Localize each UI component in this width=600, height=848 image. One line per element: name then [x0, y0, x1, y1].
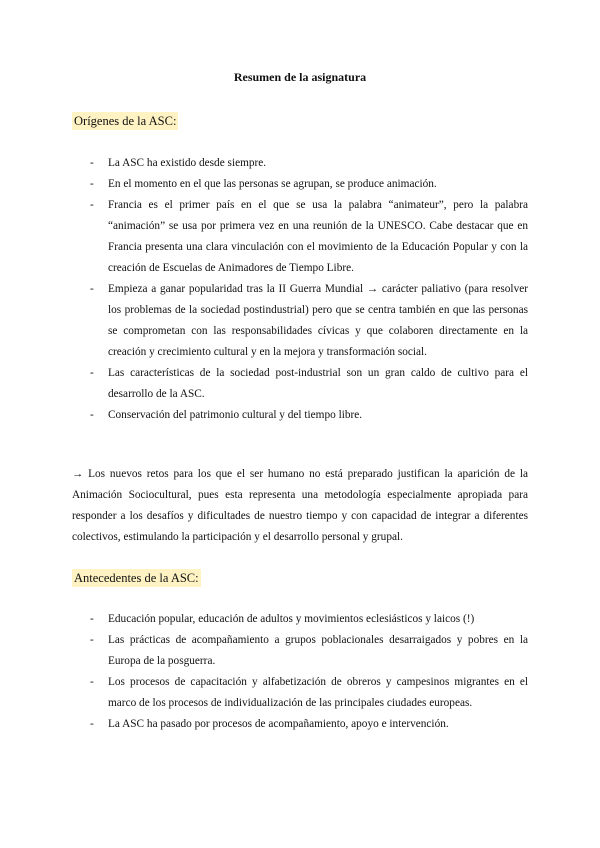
list-item [72, 279, 528, 363]
bullet-dash: - [90, 283, 94, 295]
body-paragraph: → Los nuevos retos para los que el ser humano no está preparado justifican la aparición de la Animación Sociocultural, pues esta representa una metodología especialmente apropiada para responder a los desafíos y dificultades de nuestro tiempo y con capacidad de integrar a diferentes colectivos, estimulando la participación y el desarrollo personal y grupal. [72, 468, 528, 543]
list-item-text: La ASC ha pasado por procesos de acompañamiento, apoyo e intervención. [108, 718, 449, 730]
origenes-list [72, 153, 528, 426]
list-item [72, 630, 528, 672]
list-item-text: Las características de la sociedad post-industrial son un gran caldo de cultivo para el desarrollo de la ASC. [108, 367, 528, 400]
list-item-text: Las prácticas de acompañamiento a grupos poblacionales desarraigados y pobres en la Europa de la posguerra. [108, 634, 528, 667]
list-item [72, 672, 528, 714]
bullet-dash: - [90, 367, 94, 379]
section-heading-origenes: Orígenes de la ASC: [74, 114, 177, 128]
bullet-dash: - [90, 409, 94, 421]
list-item [72, 714, 528, 735]
list-item-text: Empieza a ganar popularidad tras la II Guerra Mundial → carácter paliativo (para resolver los problemas de la sociedad postindustrial) pero que se centra también en que las personas se comprometan con las responsabilidades cívicas y que colaboren directamente en la creación y crecimiento cultural y en la mejora y transformación social. [108, 283, 528, 358]
list-item [72, 153, 528, 174]
list-item-text: En el momento en el que las personas se agrupan, se produce animación. [108, 178, 437, 190]
list-item-text: Los procesos de capacitación y alfabetización de obreros y campesinos migrantes en el marco de los procesos de individualización de las principales ciudades europeas. [108, 676, 528, 709]
section-heading-antecedentes: Antecedentes de la ASC: [74, 571, 199, 585]
bullet-dash: - [90, 157, 94, 169]
list-item-text: Francia es el primer país en el que se usa la palabra “animateur”, pero la palabra “animación” se usa por primera vez en una reunión de la UNESCO. Cabe destacar que en Francia presenta una clara vinculación con el movimiento de la Educación Popular y con la creación de Escuelas de Animadores de Tiempo Libre. [108, 199, 528, 274]
list-item-text: Conservación del patrimonio cultural y del tiempo libre. [108, 409, 363, 421]
list-item [72, 195, 528, 279]
list-item [72, 609, 528, 630]
bullet-dash: - [90, 613, 94, 625]
list-item-text: Educación popular, educación de adultos y movimientos eclesiásticos y laicos (!) [108, 613, 475, 625]
antecedentes-list [72, 609, 528, 735]
list-item [72, 363, 528, 405]
bullet-dash: - [90, 178, 94, 190]
bullet-dash: - [90, 676, 94, 688]
list-item [72, 405, 528, 426]
bullet-dash: - [90, 199, 94, 211]
bullet-dash: - [90, 634, 94, 646]
page-title: Resumen de la asignatura [233, 70, 367, 84]
list-item-text: La ASC ha existido desde siempre. [108, 157, 267, 169]
list-item [72, 174, 528, 195]
bullet-dash: - [90, 718, 94, 730]
